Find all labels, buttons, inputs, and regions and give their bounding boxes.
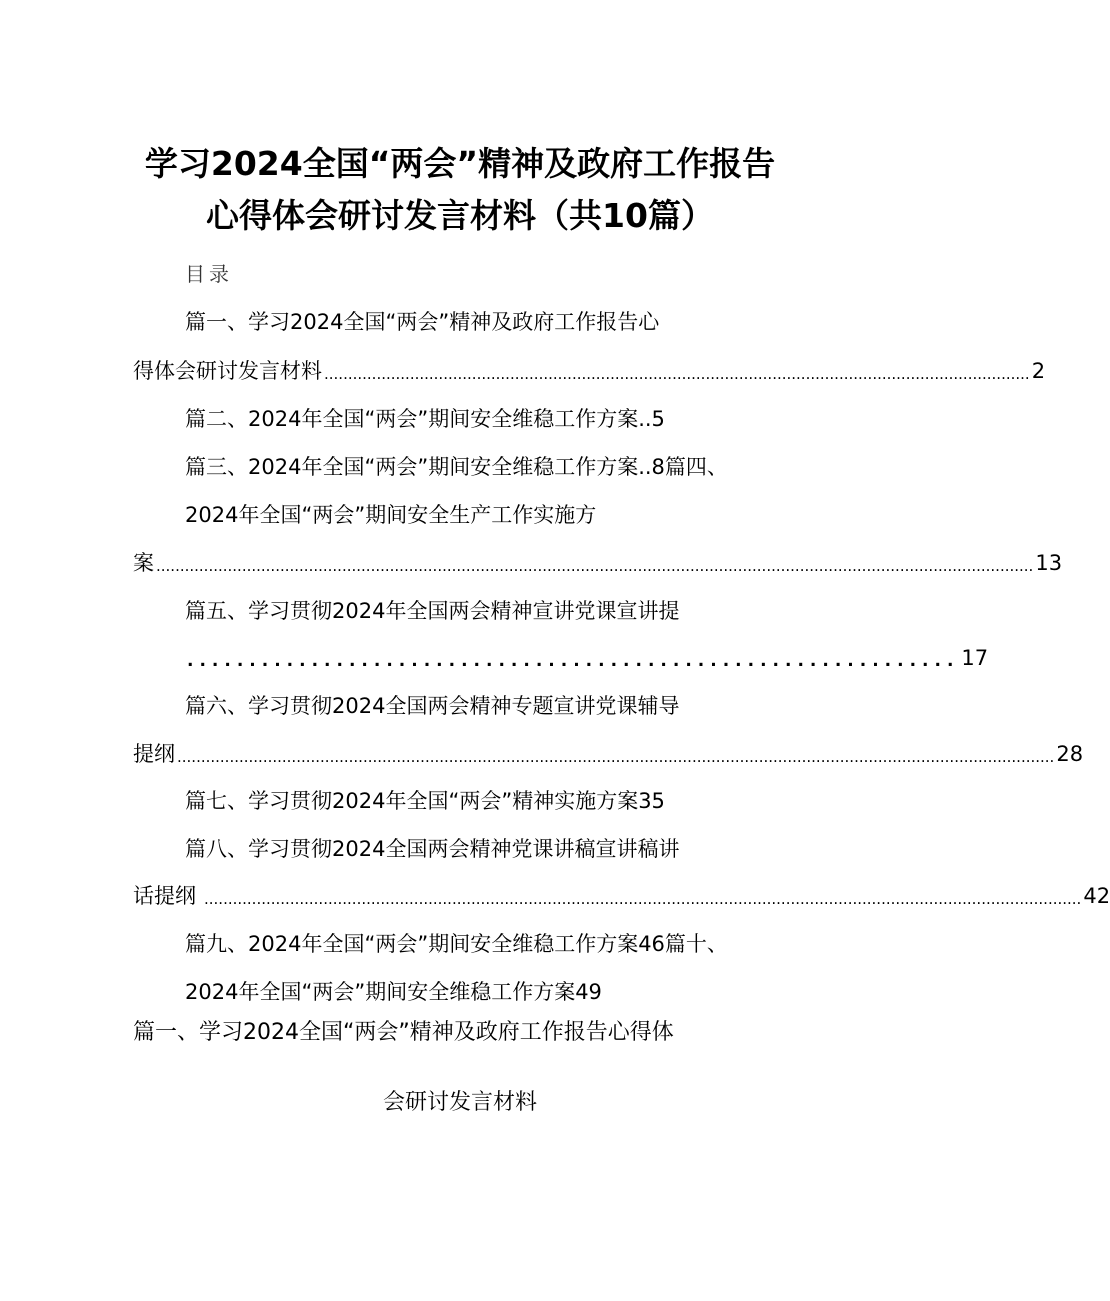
toc-entry-10[interactable]: 2024年全国“两会”期间安全维稳工作方案49 bbox=[185, 980, 602, 1004]
toc-entry-8-line-1[interactable]: 篇八、学习贯彻2024全国两会精神党课讲稿宣讲稿讲 bbox=[185, 837, 680, 861]
document-title-line-2: 心得体会研讨发言材料（共10篇） bbox=[206, 196, 714, 235]
toc-entry-4-leader-row[interactable] bbox=[133, 549, 1063, 577]
toc-entry-4-line-2: 案 bbox=[133, 551, 154, 575]
toc-entry-6-line-2: 提纲 bbox=[133, 742, 175, 766]
toc-entry-6-line-1[interactable]: 篇六、学习贯彻2024全国两会精神专题宣讲党课辅导 bbox=[185, 694, 680, 718]
document-title-line-1: 学习2024全国“两会”精神及政府工作报告 bbox=[144, 144, 776, 183]
toc-entry-5-page: 17 bbox=[961, 646, 989, 670]
toc-entry-2[interactable]: 篇二、2024年全国“两会”期间安全维稳工作方案..5 bbox=[185, 407, 665, 431]
toc-entry-7[interactable]: 篇七、学习贯彻2024年全国“两会”精神实施方案35 bbox=[185, 789, 665, 813]
section-heading-line-1: 篇一、学习2024全国“两会”精神及政府工作报告心得体 bbox=[133, 1020, 674, 1045]
section-heading-line-2: 会研讨发言材料 bbox=[382, 1090, 537, 1115]
toc-dot-leader: ........................................................................................................................................................................................ bbox=[156, 557, 1034, 575]
toc-entry-5-line-1[interactable]: 篇五、学习贯彻2024年全国两会精神宣讲党课宣讲提 bbox=[185, 599, 680, 623]
toc-dot-leader: ........................................................................................................................................................................................ bbox=[204, 890, 1082, 908]
toc-entry-4-line-1[interactable]: 2024年全国“两会”期间安全生产工作实施方 bbox=[185, 503, 597, 527]
toc-entry-5-leader-row[interactable] bbox=[185, 644, 989, 672]
toc-dot-leader: ........................................................................................................................................................................................ bbox=[177, 748, 1055, 766]
toc-entry-4-page: 13 bbox=[1035, 551, 1063, 575]
toc-dot-leader: .............................................................. bbox=[187, 651, 960, 671]
toc-entry-1-line-2: 得体会研讨发言材料 bbox=[133, 359, 322, 383]
toc-entry-8-page: 42 bbox=[1083, 884, 1110, 908]
toc-entry-6-page: 28 bbox=[1056, 742, 1084, 766]
toc-entry-9[interactable]: 篇九、2024年全国“两会”期间安全维稳工作方案46篇十、 bbox=[185, 932, 728, 956]
toc-entry-1-page: 2 bbox=[1031, 359, 1046, 383]
toc-heading: 目录 bbox=[185, 262, 233, 286]
toc-entry-6-leader-row[interactable] bbox=[133, 740, 1084, 768]
toc-entry-1-line-1[interactable]: 篇一、学习2024全国“两会”精神及政府工作报告心 bbox=[185, 310, 660, 334]
toc-entry-3[interactable]: 篇三、2024年全国“两会”期间安全维稳工作方案..8篇四、 bbox=[185, 455, 728, 479]
toc-entry-8-leader-row[interactable] bbox=[133, 882, 1110, 910]
toc-dot-leader: .................................................................................................................................................... bbox=[324, 365, 1030, 383]
toc-entry-8-line-2: 话提纲 bbox=[133, 884, 196, 908]
toc-entry-1-leader-row[interactable] bbox=[133, 357, 1046, 385]
